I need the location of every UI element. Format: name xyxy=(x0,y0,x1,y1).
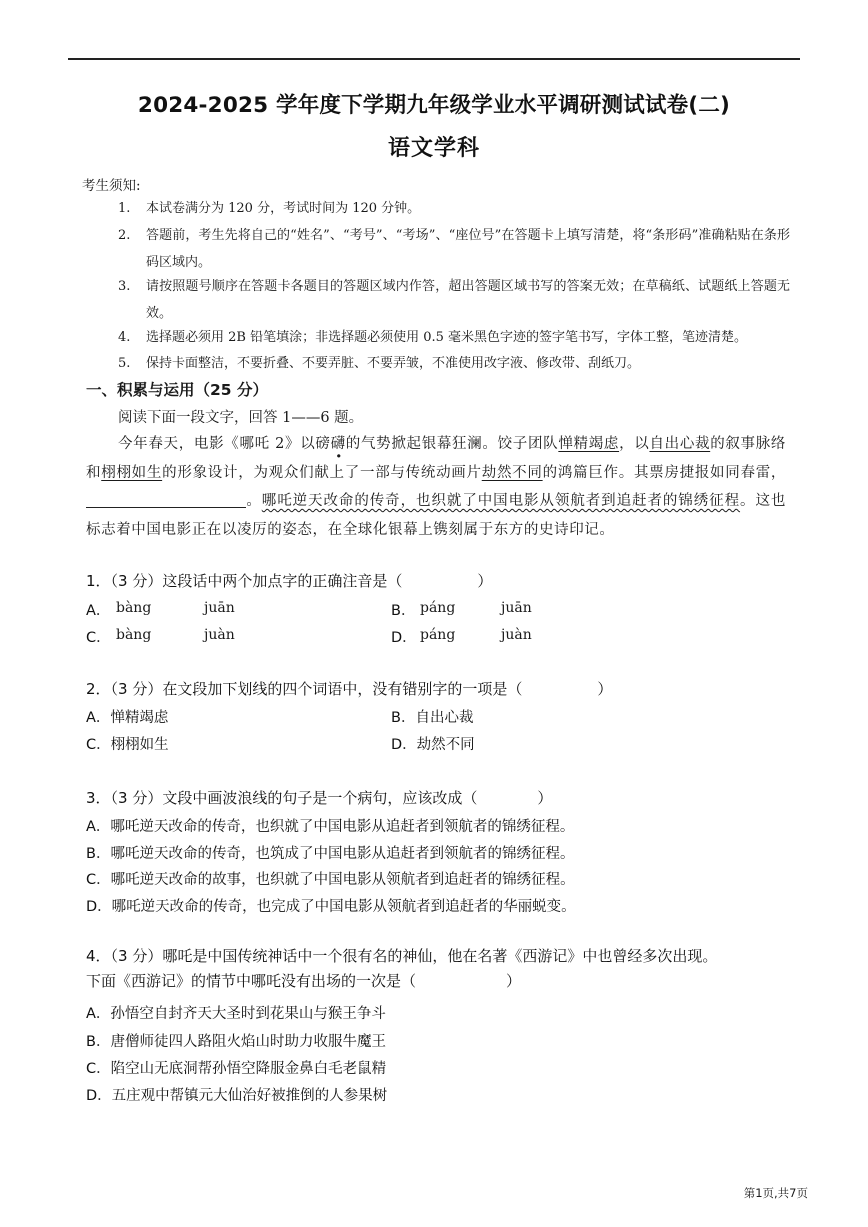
underlined-word: 栩栩如生 xyxy=(101,464,163,481)
option-text: D．劫然不同 xyxy=(391,737,475,753)
option-pinyin: juàn xyxy=(204,627,235,643)
option-pinyin: bàng xyxy=(116,627,152,643)
notice-item xyxy=(118,273,790,327)
option-text: C．陷空山无底洞帮孙悟空降服金鼻白毛老鼠精 xyxy=(86,1061,387,1077)
option-text: C．栩栩如生 xyxy=(86,737,169,753)
option-label: A． xyxy=(86,603,111,619)
option-pinyin: juàn xyxy=(501,627,532,643)
section-heading: 一、积累与运用（25 分） xyxy=(86,381,268,399)
exam-title: 2024-2025 学年度下学期九年级学业水平调研测试试卷(二) xyxy=(137,93,731,118)
passage-text: 的鸿篇巨作。其票房捷报如同春雷， xyxy=(542,464,787,481)
option-text: D．哪吒逆天改命的传奇，也完成了中国电影从领航者到追赶者的华丽蜕变。 xyxy=(86,899,576,915)
option-text: A．惮精竭虑 xyxy=(86,710,169,726)
option-label: B． xyxy=(391,603,416,619)
notice-item xyxy=(118,195,790,222)
notice-item-number: 1. xyxy=(118,201,131,216)
notice-item-text: 选择题必须用 2B 铅笔填涂；非选择题必须使用 0.5 毫米黑色字迹的签字笔书写，字体工整，笔迹清楚。 xyxy=(146,330,748,345)
notice-item-text: 保持卡面整洁，不要折叠、不要弄脏、不要弄皱，不准使用改字液、修改带、刮纸刀。 xyxy=(146,356,641,371)
option-text: B．自出心裁 xyxy=(391,710,474,726)
option-label: C． xyxy=(86,630,111,646)
option-text: A．孙悟空自封齐天大圣时到花果山与猴王争斗 xyxy=(86,1006,386,1022)
passage-text: 。 xyxy=(246,493,262,509)
notice-item-text: 本试卷满分为 120 分，考试时间为 120 分钟。 xyxy=(146,201,421,216)
question-4-stem: 4．（3 分）哪吒是中国传统神话中一个很有名的神仙，他在名著《西游记》中也曾经多次出现。 xyxy=(86,947,718,965)
option-text: B．哪吒逆天改命的传奇，也筑成了中国电影从追赶者到领航者的锦绣征程。 xyxy=(86,846,575,862)
option-text: D．五庄观中帮镇元大仙治好被推倒的人参果树 xyxy=(86,1088,388,1104)
option-pinyin: bàng xyxy=(116,600,152,616)
question-2-stem: 2．（3 分）在文段加下划线的四个词语中，没有错别字的一项是（ ） xyxy=(86,680,613,698)
underlined-word: 劫然不同 xyxy=(481,464,543,481)
option-text: C．哪吒逆天改命的故事，也织就了中国电影从领航者到追赶者的锦绣征程。 xyxy=(86,872,575,888)
notice-item-number: 3. xyxy=(118,279,131,294)
option-pinyin: juān xyxy=(501,600,532,616)
dotted-char: 磅 xyxy=(315,436,331,452)
notice-item-number: 4. xyxy=(118,330,131,345)
header-rule xyxy=(68,58,800,60)
passage-text: 的形象设计，为观众们献上了一部与传统动画片 xyxy=(162,464,482,481)
notice-heading: 考生须知: xyxy=(82,178,141,194)
question-3-stem: 3．（3 分）文段中画波浪线的句子是一个病句，应该改成（ ） xyxy=(86,789,553,807)
passage-text: 今年春天，电影《哪吒 2》以 xyxy=(118,436,316,452)
passage-text: 的叙事脉络和 xyxy=(86,436,787,481)
passage-text: 。这也标志着中国电影正在以凌厉的姿态，在全球化银幕上镌刻属于东方的史诗印记。 xyxy=(86,493,786,538)
page-number: 第1页,共7页 xyxy=(743,1186,808,1200)
exam-subject: 语文学科 xyxy=(387,136,480,161)
wavy-underlined-sentence: 哪吒逆天改命的传奇，也织就了中国电影从领航者到追赶者的锦绣征程 xyxy=(261,493,741,509)
notice-item-number: 5. xyxy=(118,356,131,371)
option-text: A．哪吒逆天改命的传奇，也织就了中国电影从追赶者到领航者的锦绣征程。 xyxy=(86,819,575,835)
underlined-word: 惮精竭虑 xyxy=(558,436,620,452)
notice-item-number: 2. xyxy=(118,228,131,243)
reading-passage xyxy=(86,430,786,544)
passage-text: ，以 xyxy=(619,436,650,452)
reading-instruction: 阅读下面一段文字，回答 1——6 题。 xyxy=(118,410,364,426)
option-pinyin: páng xyxy=(420,600,456,616)
option-label: D． xyxy=(391,630,417,646)
fill-in-blank[interactable] xyxy=(86,489,246,508)
passage-text: 礴的气势掀起银幕狂澜。饺子团队 xyxy=(330,436,559,452)
option-pinyin: páng xyxy=(420,627,456,643)
notice-item-text: 请按照题号顺序在答题卡各题目的答题区域内作答，超出答题区域书写的答案无效；在草稿纸、试题纸上答题无效。 xyxy=(146,279,790,321)
notice-item xyxy=(118,222,790,276)
option-text: B．唐僧师徒四人路阻火焰山时助力收服牛魔王 xyxy=(86,1034,386,1050)
notice-item xyxy=(118,350,790,377)
notice-item-text: 答题前，考生先将自己的“姓名”、“考号”、“考场”、“座位号”在答题卡上填写清楚，将“条形码”准确粘贴在条形码区域内。 xyxy=(146,228,790,270)
option-pinyin: juān xyxy=(204,600,235,616)
question-1-stem: 1．（3 分）这段话中两个加点字的正确注音是（ ） xyxy=(86,572,493,590)
question-4-stem: 下面《西游记》的情节中哪吒没有出场的一次是（ ） xyxy=(86,972,522,990)
underlined-word: 自出心裁 xyxy=(649,436,711,452)
notice-item xyxy=(118,324,790,351)
